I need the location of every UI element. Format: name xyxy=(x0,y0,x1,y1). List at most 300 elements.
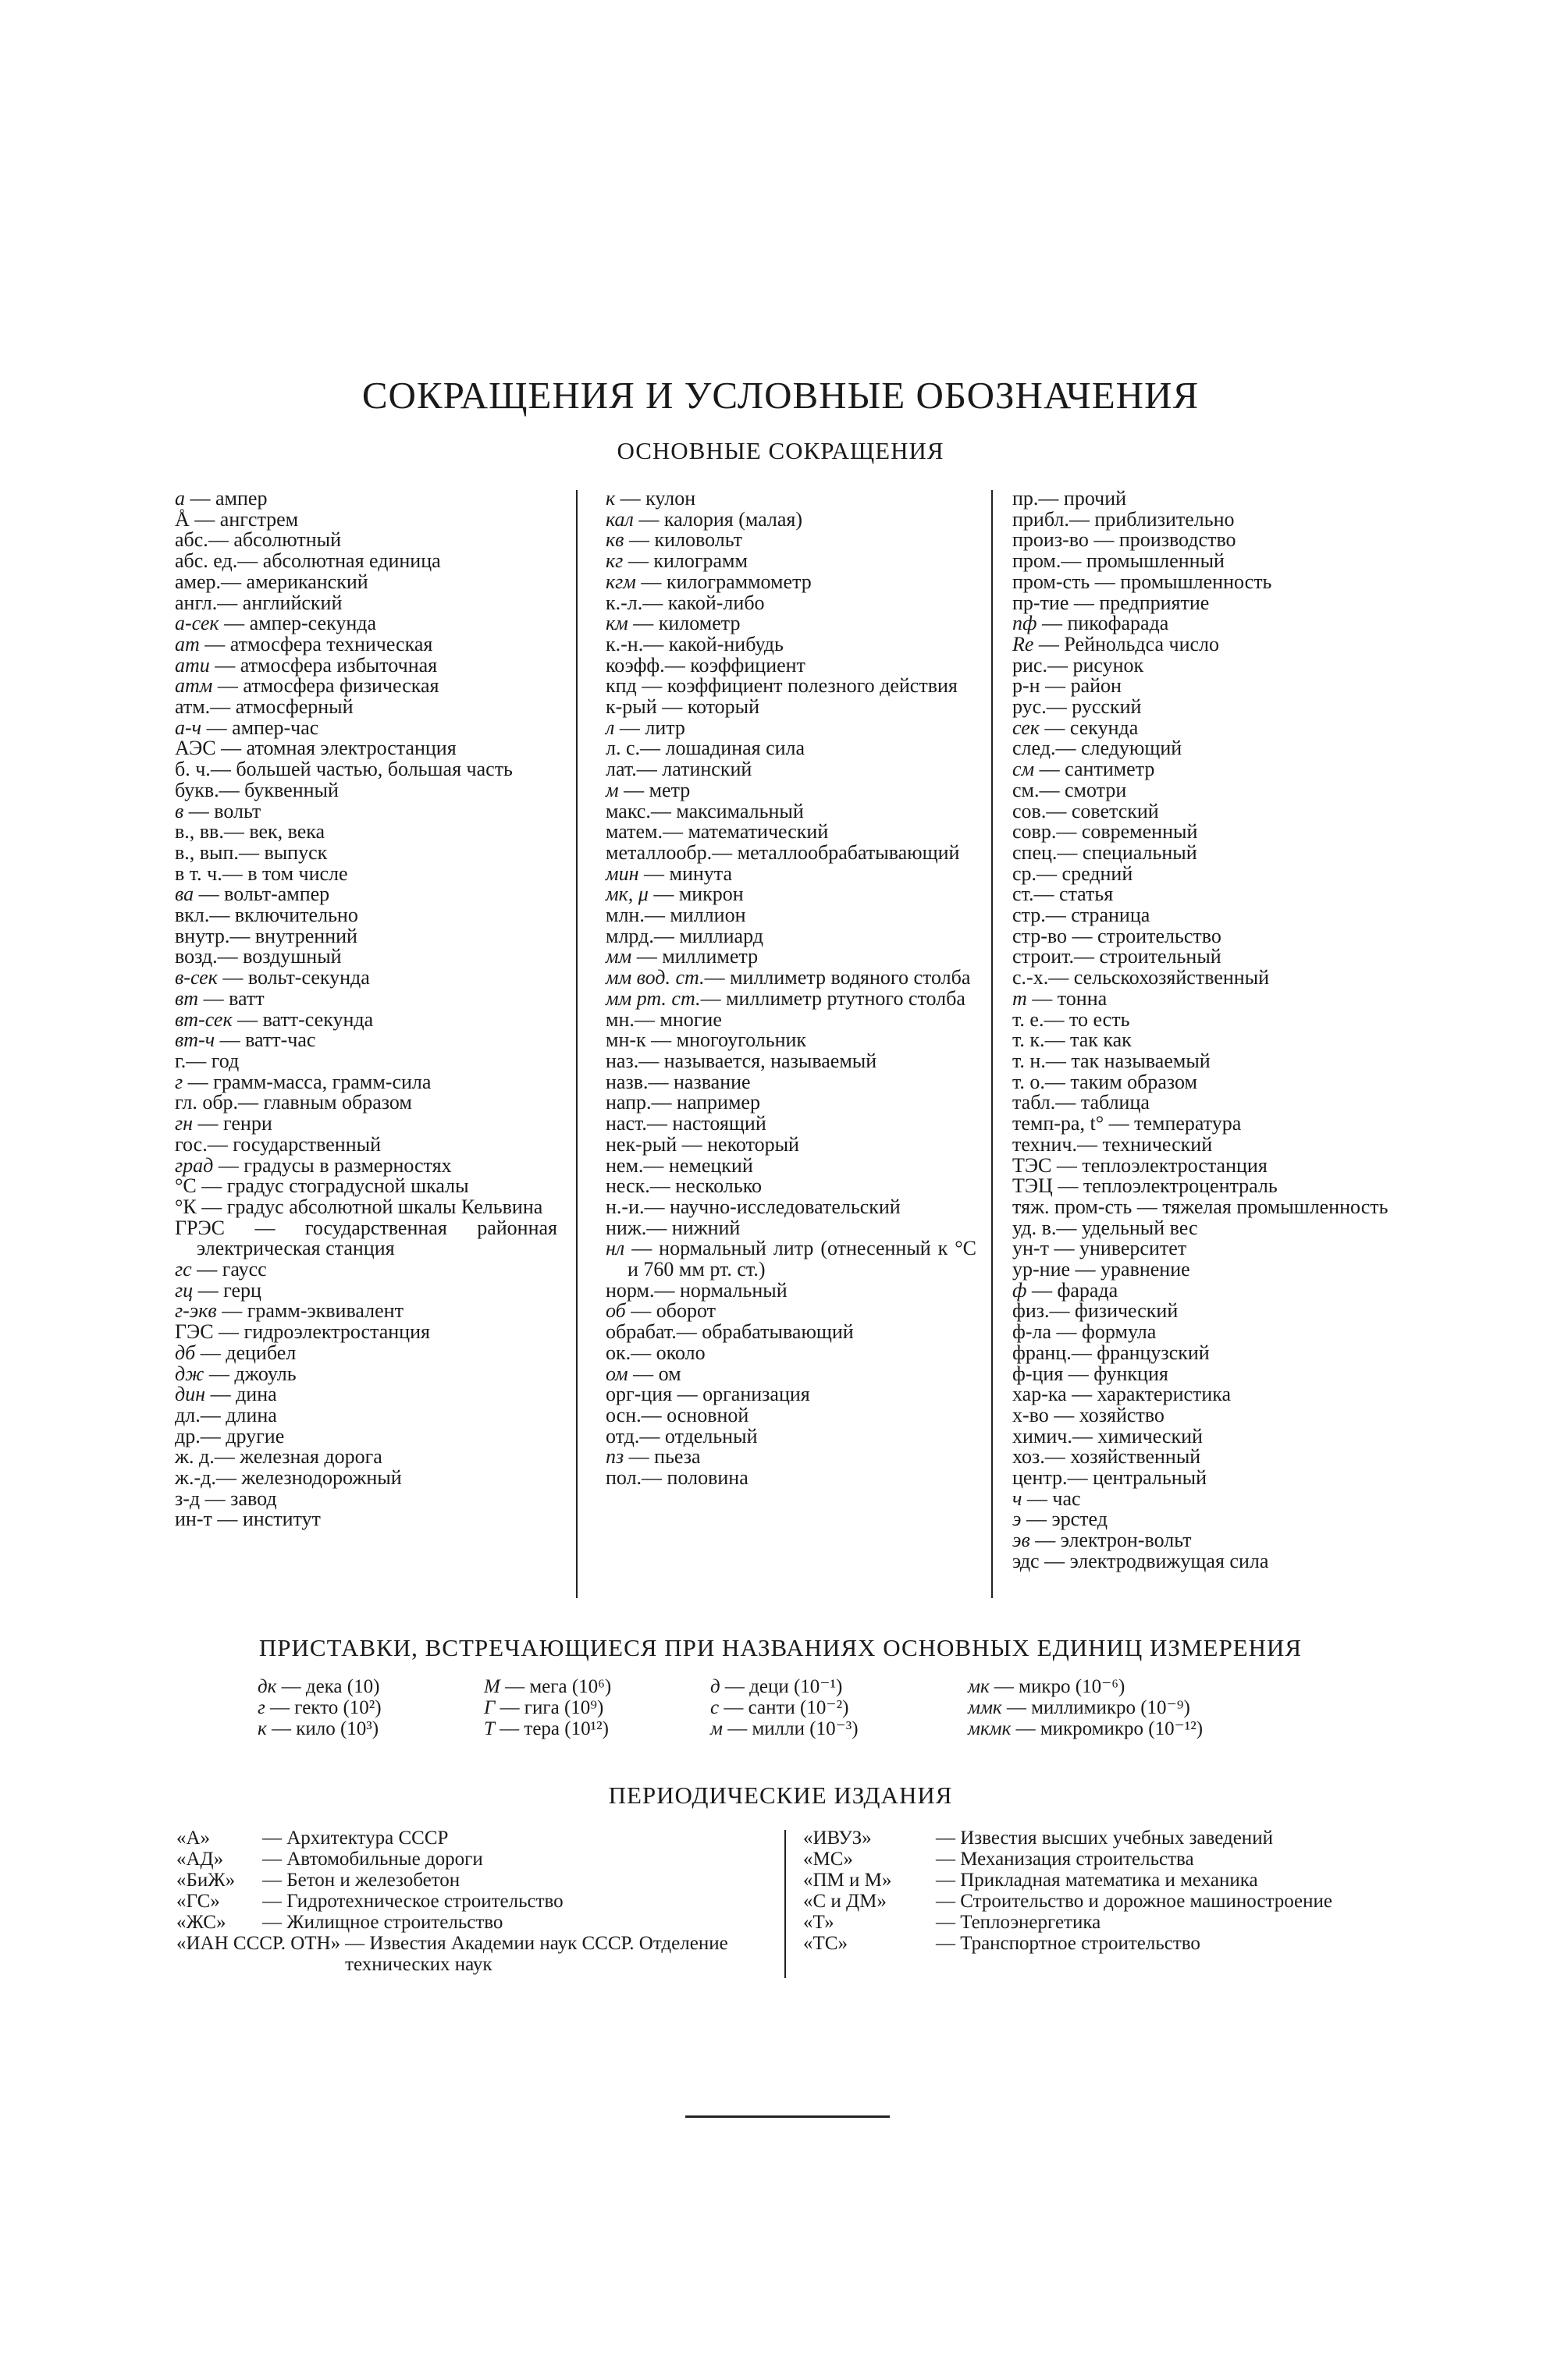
abbreviation: пр-тие xyxy=(1012,591,1069,614)
abbreviation: гн xyxy=(175,1112,194,1135)
abbreviation-entry: уд. в.— удельный вес xyxy=(1012,1216,1198,1239)
abbreviation-definition: химический xyxy=(1097,1424,1203,1448)
abbreviation: т. о. xyxy=(1012,1070,1045,1093)
abbreviation: темп-ра, t° xyxy=(1012,1112,1104,1135)
abbreviation-definition: нормальный литр (отнесенный к °С и 760 мм рт. ст.) xyxy=(628,1237,976,1281)
abbreviation-definition: другие xyxy=(226,1424,285,1448)
abbreviation-definition: хозяйственный xyxy=(1070,1445,1201,1469)
abbreviation-entry: гл. обр.— главным образом xyxy=(175,1091,412,1114)
abbreviation-entry: матем.— математический xyxy=(606,820,829,844)
abbreviation-definition: французский xyxy=(1097,1341,1210,1364)
abbreviation-entry: об — оборот xyxy=(606,1299,716,1323)
abbreviation-entry: рус.— русский xyxy=(1012,695,1142,719)
prefix-factor: (10⁻⁶) xyxy=(1075,1676,1125,1697)
prefix-entry: с — санти (10⁻²) xyxy=(710,1697,849,1718)
abbreviation: ур-ние xyxy=(1012,1258,1071,1281)
abbreviation-definition: основной xyxy=(667,1403,749,1426)
abbreviation: англ. xyxy=(175,591,218,614)
abbreviation-entry: стр-во — строительство xyxy=(1012,924,1221,947)
abbreviation: обрабат. xyxy=(606,1320,677,1344)
prefix-entry: ммк — миллимикро (10⁻⁹) xyxy=(968,1697,1190,1718)
abbreviation: км xyxy=(606,612,628,635)
abbreviation-definition: какой-либо xyxy=(667,591,765,614)
abbreviation: млрд. xyxy=(606,924,654,947)
periodical-abbreviation: «А» xyxy=(176,1828,211,1849)
abbreviation-entry: л. с.— лошадиная сила xyxy=(606,737,805,760)
abbreviation-entry: др.— другие xyxy=(175,1424,285,1448)
abbreviation-entry: ТЭС — теплоэлектростанция xyxy=(1012,1153,1268,1177)
prefix-factor: (10⁻⁹) xyxy=(1140,1697,1190,1718)
abbreviation: совр. xyxy=(1012,820,1057,844)
abbreviation: об xyxy=(606,1299,626,1323)
abbreviation: кпд xyxy=(606,674,637,698)
abbreviation-entry: норм.— нормальный xyxy=(606,1278,788,1302)
prefix-symbol: к xyxy=(258,1718,267,1739)
abbreviation: млн. xyxy=(606,904,645,927)
abbreviation: мн. xyxy=(606,1007,635,1031)
abbreviation-entry: наз.— называется, называемый xyxy=(606,1049,877,1072)
abbreviation: хоз. xyxy=(1012,1445,1045,1469)
abbreviation-definition: метр xyxy=(649,778,691,801)
periodical-title: — Строительство и дорожное машиностроение xyxy=(936,1891,1332,1912)
abbreviation: орг-ция xyxy=(606,1383,673,1406)
abbreviation-definition: фарада xyxy=(1057,1278,1118,1302)
abbreviation-definition: латинский xyxy=(662,758,752,781)
abbreviation-definition: современный xyxy=(1081,820,1198,844)
abbreviation-entry: строит.— строительный xyxy=(1012,945,1221,968)
abbreviation: нек-рый xyxy=(606,1132,677,1156)
abbreviation: спец. xyxy=(1012,840,1058,864)
abbreviation: гл. обр. xyxy=(175,1091,239,1114)
abbreviation: т. н. xyxy=(1012,1049,1046,1072)
abbreviation-entry: ур-ние — уравнение xyxy=(1012,1258,1190,1281)
abbreviation-definition: градусы в размерностях xyxy=(244,1153,452,1177)
abbreviation-definition: многоугольник xyxy=(676,1028,807,1052)
prefix-column xyxy=(484,1676,710,1739)
abbreviation-definition: минута xyxy=(669,861,733,885)
abbreviation-entry: пром.— промышленный xyxy=(1012,549,1225,573)
abbreviation-entry: неск.— несколько xyxy=(606,1174,763,1198)
bottom-rule xyxy=(685,2115,890,2118)
abbreviation-definition: строительный xyxy=(1099,945,1221,968)
abbreviation-definition: гидроэлектростанция xyxy=(244,1320,430,1344)
abbreviation: прибл. xyxy=(1012,507,1069,531)
abbreviation-definition: ватт-секунда xyxy=(262,1007,374,1031)
abbreviation-entry: ГЭС — гидроэлектростанция xyxy=(175,1320,430,1344)
abbreviation-definition: эрстед xyxy=(1051,1508,1108,1531)
abbreviation: а-ч xyxy=(175,716,202,739)
abbreviation-definition: миллион xyxy=(670,904,746,927)
abbreviation-definition: статья xyxy=(1058,883,1114,906)
abbreviation-definition: таким образом xyxy=(1070,1070,1197,1093)
abbreviation-entry: р-н — район xyxy=(1012,674,1122,698)
prefix-entry: д — деци (10⁻¹) xyxy=(710,1676,843,1697)
abbreviation-definition: включительно xyxy=(234,904,358,927)
abbreviation-definition: лошадиная сила xyxy=(665,737,805,760)
prefixes-table xyxy=(258,1676,1335,1739)
abbreviation-entry: дб — децибел xyxy=(175,1341,297,1364)
abbreviation-definition: страница xyxy=(1071,904,1150,927)
abbreviation-entry: ТЭЦ — теплоэлектроцентраль xyxy=(1012,1174,1278,1198)
abbreviations-column-3 xyxy=(1012,488,1391,1572)
periodical-entry xyxy=(803,1891,1396,1912)
abbreviation: амер. xyxy=(175,570,222,593)
periodical-title: — Автомобильные дороги xyxy=(262,1849,483,1870)
abbreviation: стр. xyxy=(1012,904,1046,927)
abbreviation-definition: формула xyxy=(1082,1320,1157,1344)
abbreviation-definition: например xyxy=(677,1091,760,1114)
abbreviation-entry: кпд — коэффициент полезного действия xyxy=(606,674,958,698)
prefix-factor: (10⁻²) xyxy=(800,1697,849,1718)
abbreviation: кгм xyxy=(606,570,636,593)
prefix-factor: (10⁹) xyxy=(564,1697,604,1718)
abbreviation-entry: возд.— воздушный xyxy=(175,945,342,968)
prefix-name: микромикро xyxy=(1040,1718,1144,1739)
abbreviation-definition: район xyxy=(1070,674,1122,698)
abbreviation: мм вод. ст. xyxy=(606,966,705,989)
abbreviation-entry: в — вольт xyxy=(175,799,261,822)
main-abbreviations-title: ОСНОВНЫЕ СОКРАЩЕНИЯ xyxy=(617,437,944,464)
abbreviation: неск. xyxy=(606,1174,650,1198)
abbreviation-entry: мк, μ — микрон xyxy=(606,883,744,906)
abbreviation-entry: абс.— абсолютный xyxy=(175,528,341,552)
abbreviation: м xyxy=(606,778,619,801)
abbreviation: с.-х. xyxy=(1012,966,1049,989)
abbreviation: л. с. xyxy=(606,737,641,760)
abbreviation-entry: мм рт. ст.— миллиметр ртутного столба xyxy=(606,986,965,1010)
abbreviation: строит. xyxy=(1012,945,1075,968)
abbreviation: ГРЭС xyxy=(175,1216,225,1239)
prefix-column xyxy=(710,1676,968,1739)
abbreviation-definition: прочий xyxy=(1063,487,1127,510)
abbreviation: ун-т xyxy=(1012,1237,1049,1260)
abbreviation-definition: кулон xyxy=(645,487,696,510)
abbreviation-entry: центр.— центральный xyxy=(1012,1466,1207,1490)
periodical-title: — Прикладная математика и механика xyxy=(936,1870,1258,1891)
abbreviation-definition: физический xyxy=(1075,1299,1179,1323)
abbreviation-entry: амер.— американский xyxy=(175,570,368,593)
abbreviation-entry: мм вод. ст.— миллиметр водяного столба xyxy=(606,966,971,989)
periodicals-right-column xyxy=(803,1828,1396,1954)
abbreviation: франц. xyxy=(1012,1341,1072,1364)
abbreviation-definition: ампер xyxy=(215,487,268,510)
abbreviation-definition: государственный xyxy=(233,1132,381,1156)
abbreviation: °К xyxy=(175,1195,197,1218)
abbreviation: эв xyxy=(1012,1529,1030,1552)
abbreviation-definition: организация xyxy=(702,1383,810,1406)
abbreviation-entry: кал — калория (малая) xyxy=(606,507,803,531)
abbreviation: наст. xyxy=(606,1112,647,1135)
abbreviation-definition: немецкий xyxy=(668,1153,753,1177)
prefix-entry: мкмк — микромикро (10⁻¹²) xyxy=(968,1718,1204,1739)
abbreviation-definition: тонна xyxy=(1057,986,1108,1010)
abbreviation-definition: оборот xyxy=(656,1299,716,1323)
abbreviation: в xyxy=(175,799,184,822)
abbreviation-entry: пром-сть — промышленность xyxy=(1012,570,1272,593)
prefix-entry: дк — дека (10) xyxy=(258,1676,380,1697)
abbreviation-entry: б. ч.— большей частью, большая часть xyxy=(175,758,513,781)
abbreviation: ат xyxy=(175,632,200,655)
abbreviation-entry: ф-ла — формула xyxy=(1012,1320,1157,1344)
abbreviation-definition: микрон xyxy=(678,883,744,906)
abbreviation: т. е. xyxy=(1012,1007,1044,1031)
abbreviation: дл. xyxy=(175,1403,201,1426)
abbreviation-entry: гос.— государственный xyxy=(175,1132,381,1156)
abbreviation-entry: дл.— длина xyxy=(175,1403,277,1426)
abbreviation-definition: железная дорога xyxy=(240,1445,382,1469)
abbreviation: абс. ед. xyxy=(175,549,238,573)
abbreviation: ати xyxy=(175,653,210,677)
abbreviation: нем. xyxy=(606,1153,644,1177)
abbreviation-definition: нижний xyxy=(671,1216,741,1239)
abbreviation-definition: отдельный xyxy=(664,1424,758,1448)
abbreviation: стр-во xyxy=(1012,924,1067,947)
abbreviation-definition: предприятие xyxy=(1099,591,1210,614)
periodical-entry xyxy=(803,1933,1396,1954)
abbreviation: напр. xyxy=(606,1091,652,1114)
abbreviation-entry: назв.— название xyxy=(606,1070,751,1093)
periodical-entry xyxy=(176,1891,770,1912)
abbreviation-definition: так называемый xyxy=(1071,1049,1211,1072)
prefix-name: микро xyxy=(1019,1676,1071,1697)
abbreviation-definition: завод xyxy=(230,1487,277,1510)
abbreviation-definition: миллиметр ртутного столба xyxy=(726,986,965,1010)
abbreviation-entry: к-рый — который xyxy=(606,695,760,719)
prefix-symbol: Т xyxy=(484,1718,495,1739)
abbreviation: сек xyxy=(1012,716,1040,739)
abbreviation: в-сек xyxy=(175,966,218,989)
abbreviation-entry: гц — герц xyxy=(175,1278,261,1302)
abbreviation: физ. xyxy=(1012,1299,1050,1323)
abbreviation: макс. xyxy=(606,799,651,822)
abbreviation: назв. xyxy=(606,1070,649,1093)
periodical-entry xyxy=(176,1870,770,1891)
prefix-factor: (10²) xyxy=(343,1697,382,1718)
abbreviation-entry: напр.— например xyxy=(606,1091,760,1114)
abbreviation-definition: грамм-эквивалент xyxy=(247,1299,404,1323)
abbreviation-definition: характеристика xyxy=(1097,1383,1232,1406)
abbreviation: ф-ла xyxy=(1012,1320,1052,1344)
abbreviation: мн-к xyxy=(606,1028,646,1052)
abbreviation-definition: пикофарада xyxy=(1067,612,1169,635)
abbreviation: мм рт. ст. xyxy=(606,986,701,1010)
abbreviation-definition: технический xyxy=(1102,1132,1213,1156)
abbreviation-entry: эв — электрон-вольт xyxy=(1012,1529,1192,1552)
abbreviation-definition: некоторый xyxy=(707,1132,799,1156)
prefix-factor: (10¹²) xyxy=(564,1718,609,1739)
prefix-symbol: мкмк xyxy=(968,1718,1012,1739)
prefix-symbol: с xyxy=(710,1697,720,1718)
prefix-entry: к — кило (10³) xyxy=(258,1718,379,1739)
abbreviation: град xyxy=(175,1153,214,1177)
abbreviation: мин xyxy=(606,861,639,885)
abbreviation: р-н xyxy=(1012,674,1040,698)
abbreviation-entry: т. н.— так называемый xyxy=(1012,1049,1211,1072)
abbreviation-entry: в т. ч.— в том числе xyxy=(175,861,348,885)
abbreviation: кв xyxy=(606,528,624,552)
abbreviation-entry: н.-и.— научно-исследовательский xyxy=(606,1195,901,1218)
prefix-symbol: М xyxy=(484,1676,500,1697)
abbreviation-definition: ангстрем xyxy=(219,507,299,531)
abbreviation-entry: ф — фарада xyxy=(1012,1278,1118,1302)
abbreviation-entry: г — грамм-масса, грамм-сила xyxy=(175,1070,432,1093)
periodical-entry xyxy=(803,1828,1396,1849)
abbreviation: дж xyxy=(175,1362,204,1385)
abbreviation: ок. xyxy=(606,1341,631,1364)
abbreviation-entry: атм — атмосфера физическая xyxy=(175,674,439,698)
periodical-abbreviation: «ГС» xyxy=(176,1891,220,1912)
abbreviation: вт-ч xyxy=(175,1028,215,1052)
abbreviation: б. ч. xyxy=(175,758,211,781)
periodical-abbreviation: «ЖС» xyxy=(176,1912,226,1933)
prefix-column xyxy=(968,1676,1335,1739)
periodical-entry xyxy=(176,1912,770,1933)
abbreviation-entry: сек — секунда xyxy=(1012,716,1139,739)
periodical-entry xyxy=(176,1933,770,1975)
prefix-name: гига xyxy=(524,1697,560,1718)
abbreviation: вт-сек xyxy=(175,1007,233,1031)
abbreviation-definition: час xyxy=(1052,1487,1081,1510)
abbreviation-definition: так как xyxy=(1070,1028,1132,1052)
abbreviation-entry: вт-сек — ватт-секунда xyxy=(175,1007,374,1031)
abbreviation-definition: килограммометр xyxy=(666,570,812,593)
abbreviation-entry: нем.— немецкий xyxy=(606,1153,753,1177)
abbreviation: хар-ка xyxy=(1012,1383,1067,1406)
abbreviation: в т. ч. xyxy=(175,861,222,885)
abbreviation: вкл. xyxy=(175,904,210,927)
abbreviation-definition: теплоэлектроцентраль xyxy=(1083,1174,1278,1198)
prefix-factor: (10⁶) xyxy=(571,1676,612,1697)
abbreviation-definition: тяжелая промышленность xyxy=(1162,1195,1389,1218)
abbreviation-definition: большей частью, большая часть xyxy=(236,758,513,781)
abbreviation-definition: таблица xyxy=(1080,1091,1150,1114)
abbreviation-entry: кв — киловольт xyxy=(606,528,742,552)
abbreviation-entry: обрабат.— обрабатывающий xyxy=(606,1320,854,1344)
abbreviation-definition: настоящий xyxy=(672,1112,766,1135)
abbreviation-entry: ин-т — институт xyxy=(175,1508,321,1531)
abbreviation-definition: километр xyxy=(658,612,741,635)
abbreviation-definition: воздушный xyxy=(243,945,342,968)
abbreviation: центр. xyxy=(1012,1466,1068,1490)
abbreviation-definition: вольт xyxy=(214,799,261,822)
abbreviation-definition: ватт-час xyxy=(245,1028,316,1052)
abbreviation: атм xyxy=(175,674,213,698)
abbreviation: табл. xyxy=(1012,1091,1056,1114)
abbreviation-definition: пьеза xyxy=(654,1445,701,1469)
abbreviation-definition: градус абсолютной шкалы Кельвина xyxy=(226,1195,543,1218)
abbreviation-entry: англ.— английский xyxy=(175,591,343,614)
prefix-name: деци xyxy=(749,1676,789,1697)
abbreviation-definition: год xyxy=(211,1049,240,1072)
abbreviation-entry: мн.— многие xyxy=(606,1007,722,1031)
column-divider xyxy=(991,490,993,1598)
periodicals-title: ПЕРИОДИЧЕСКИЕ ИЗДАНИЯ xyxy=(608,1781,953,1809)
abbreviation-entry: дин — дина xyxy=(175,1383,277,1406)
abbreviation-entry: э — эрстед xyxy=(1012,1508,1108,1531)
abbreviation-entry: т. о.— таким образом xyxy=(1012,1070,1197,1093)
page-title: СОКРАЩЕНИЯ И УСЛОВНЫЕ ОБОЗНАЧЕНИЯ xyxy=(361,374,1200,417)
abbreviation: к xyxy=(606,487,616,510)
periodical-abbreviation: «БиЖ» xyxy=(176,1870,236,1891)
abbreviation-entry: дж — джоуль xyxy=(175,1362,297,1385)
abbreviation-entry: т. е.— то есть xyxy=(1012,1007,1130,1031)
abbreviation-definition: ампер-час xyxy=(232,716,319,739)
prefix-entry: г — гекто (10²) xyxy=(258,1697,382,1718)
abbreviation-definition: научно-исследовательский xyxy=(670,1195,901,1218)
abbreviation-definition: уравнение xyxy=(1101,1258,1190,1281)
abbreviation-definition: гаусс xyxy=(222,1258,267,1281)
abbreviation-entry: х-во — хозяйство xyxy=(1012,1403,1165,1426)
abbreviation: наз. xyxy=(606,1049,639,1072)
periodical-title: — Теплоэнергетика xyxy=(936,1912,1101,1933)
abbreviations-column-1 xyxy=(175,488,557,1530)
abbreviation-entry: сов.— советский xyxy=(1012,799,1159,822)
abbreviation-entry: хар-ка — характеристика xyxy=(1012,1383,1232,1406)
abbreviation-definition: абсолютная единица xyxy=(262,549,441,573)
abbreviation: к.-л. xyxy=(606,591,643,614)
abbreviation-definition: век, века xyxy=(249,820,325,844)
abbreviation: з-д xyxy=(175,1487,201,1510)
abbreviation-entry: в., вв.— век, века xyxy=(175,820,325,844)
abbreviation-entry: орг-ция — организация xyxy=(606,1383,810,1406)
abbreviation-entry: м — метр xyxy=(606,778,691,801)
abbreviation: Re xyxy=(1012,632,1034,655)
abbreviation-definition: главным образом xyxy=(263,1091,412,1114)
abbreviation: технич. xyxy=(1012,1132,1077,1156)
abbreviation: ва xyxy=(175,883,194,906)
abbreviation-entry: ст.— статья xyxy=(1012,883,1114,906)
abbreviation-definition: длина xyxy=(226,1403,277,1426)
periodical-title: — Жилищное строительство xyxy=(262,1912,503,1933)
abbreviation-definition: называется, называемый xyxy=(663,1049,877,1072)
abbreviation: лат. xyxy=(606,758,637,781)
abbreviation: вт xyxy=(175,986,199,1010)
abbreviation-definition: градус стоградусной шкалы xyxy=(226,1174,469,1198)
abbreviation-entry: табл.— таблица xyxy=(1012,1091,1150,1114)
abbreviation: ж.-д. xyxy=(175,1466,216,1490)
abbreviation-entry: гс — гаусс xyxy=(175,1258,267,1281)
periodical-title: — Архитектура СССР xyxy=(262,1828,449,1849)
abbreviation-definition: несколько xyxy=(675,1174,763,1198)
periodical-abbreviation: «ИВУЗ» xyxy=(803,1828,872,1849)
abbreviation: кал xyxy=(606,507,634,531)
abbreviation: нл xyxy=(606,1237,625,1260)
abbreviation-entry: эдс — электродвижущая сила xyxy=(1012,1549,1269,1572)
abbreviation: атм. xyxy=(175,695,211,719)
periodical-entry xyxy=(176,1828,770,1849)
abbreviation: дб xyxy=(175,1341,196,1364)
abbreviation-entry: а-ч — ампер-час xyxy=(175,716,319,739)
abbreviation-entry: букв.— буквенный xyxy=(175,778,339,801)
abbreviation: химич. xyxy=(1012,1424,1072,1448)
prefix-symbol: д xyxy=(710,1676,720,1697)
abbreviation-entry: ср.— средний xyxy=(1012,861,1133,885)
abbreviation-definition: то есть xyxy=(1069,1007,1130,1031)
abbreviation-definition: электродвижущая сила xyxy=(1069,1549,1269,1572)
abbreviation-definition: калория (малая) xyxy=(663,507,803,531)
abbreviation: пз xyxy=(606,1445,624,1469)
abbreviation: гос. xyxy=(175,1132,208,1156)
abbreviation-entry: пол.— половина xyxy=(606,1466,748,1490)
abbreviation-entry: совр.— современный xyxy=(1012,820,1198,844)
abbreviation: возд. xyxy=(175,945,218,968)
abbreviation: к.-н. xyxy=(606,632,644,655)
abbreviation-definition: максимальный xyxy=(676,799,804,822)
abbreviation-definition: миллиметр водяного столба xyxy=(730,966,971,989)
abbreviation-entry: атм.— атмосферный xyxy=(175,695,354,719)
periodical-abbreviation: «АД» xyxy=(176,1849,224,1870)
abbreviation: произ-во xyxy=(1012,528,1089,552)
